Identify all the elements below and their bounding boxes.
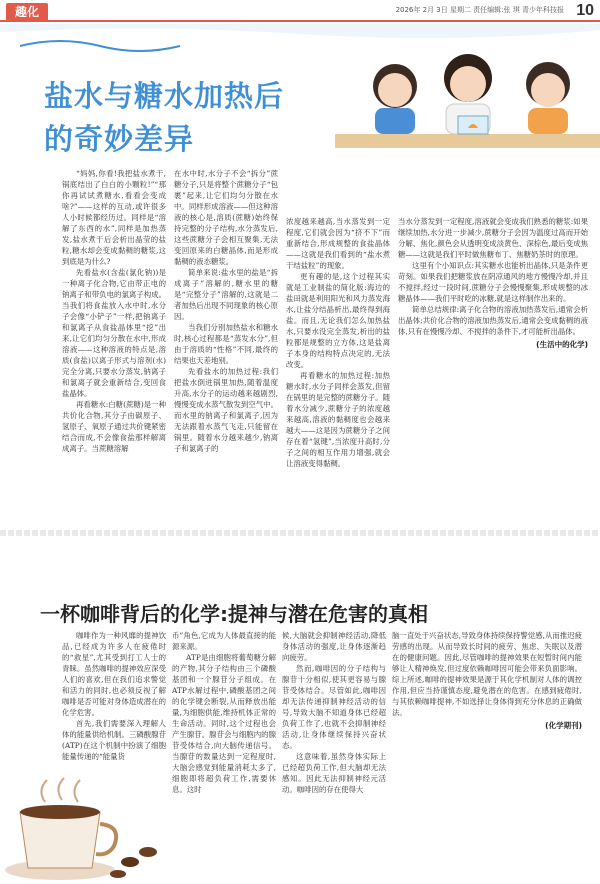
paragraph: 然而,咖啡因的分子结构与腺苷十分相似,使其更容易与腺苷受体结合。尽管如此,咖啡因却无法传递抑制神经活动的信号,导致大脑不知道身体已经超负荷工作了,也就不会抑制神经活动,让身体继续保持兴奋状态。 — [282, 664, 386, 750]
article2-column-2 — [172, 630, 276, 795]
article2-column-1 — [62, 630, 166, 762]
coffee-bean-icon — [110, 870, 126, 878]
paragraph: ATP是由细胞将葡萄糖分解的产物,其分子结构由三个磷酸基团和一个腺苷分子组成。在ATP水解过程中,磷酸基团之间的化学键会断裂,从而释放出能量,为细胞供能,维持机体正常的生命活动。同时,这个过程也会产生腺苷。腺苷会与细胞内的腺苷受体结合,向大脑传递信号。当腺苷的数量达到一定程度时,大脑会感觉到能量消耗太多了,细胞即将超负荷工作,需要休息。这时 — [172, 653, 276, 794]
paragraph: 先看盐水的加热过程:我们把盐水倒进锅里加热,随着温度升高,水分子的运动越来越剧烈,慢慢变成水蒸气散发到空气中。而水里的钠离子和氯离子,因为无法跟着水蒸气飞走,只能留在锅里。随着水分越来越少,钠离子和氯离子的 — [174, 367, 278, 453]
hero-banner — [0, 24, 600, 160]
paragraph: 脑一直处于兴奋状态,导致身体持续保持警觉感,从而推迟疲劳感的出现。从而导致长时间的疲劳、焦虑、失眠以及潜在的健康问题。因此,尽管咖啡的提神效果在短暂时间内能够让人精神焕发,但过度依赖咖啡因可能会带来负面影响。综上所述,咖啡的提神效果是源于其化学机制对人体的调控作用,但应当持谨慎态度,避免潜在的危害。在感到疲倦时,与其依赖咖啡提神,不如选择让身体得到充分休息的正确做法。 — [392, 631, 582, 717]
header-meta: 2026年 2月 3日 星期二 责任编辑:张 琪 青少年科技报 — [395, 6, 564, 14]
section-tag: 趣化 — [6, 3, 48, 21]
coffee-bean-icon — [121, 857, 139, 867]
burner-icon — [458, 116, 488, 134]
article2-column-3 — [282, 630, 386, 795]
coffee-illustration — [0, 752, 170, 884]
paragraph: 候,大脑就会抑制神经活动,降低身体活动的强度,让身体逐渐趋向疲劳。 — [282, 631, 386, 662]
child-right-icon — [526, 62, 570, 134]
article1-source: (生活中的化学) — [536, 340, 588, 349]
paragraph: 当我们分别加热盐水和糖水时,核心过程都是“蒸发水分”,但由于溶质的“性格”不同,最终的结果也天差地别。 — [174, 323, 278, 365]
paragraph: 先看盐水(含盐(氯化钠))是一种离子化合物,它由带正电的钠离子和带负电的氯离子构成。当我们将食盐放入水中时,水分子会像“小铲子”一样,把钠离子和氯离子从食盐晶体里“挖”出来,让它们均匀分散在水中,形成溶液——这种溶液的特点是,溶质(食盐)以离子形式与溶剂(水)完全分离,只要水分蒸发,钠离子和氯离子就会重新结合,变回食盐晶体。 — [62, 268, 166, 398]
article1-column-4 — [398, 216, 588, 350]
paragraph: 首先,我们需要深入理解人体的能量供给机制。三磷酸腺苷(ATP)在这个机制中扮演了细胞能量传递的“能量货 — [62, 719, 166, 761]
paragraph: 再看糖水:白糖(蔗糖)是一种共价化合物,其分子由碳原子、氢原子、氧原子通过共价键紧密结合而成,不会像食盐那样解离成离子。当蔗糖溶解 — [62, 400, 166, 453]
article2-column-4 — [392, 630, 582, 731]
paragraph: 币”角色,它成为人体最直接的能源来源。 — [172, 631, 276, 651]
page-header — [0, 0, 600, 22]
paragraph: 简单来说:盐水里的盐是“拆成离子”溶解的,糖水里的糖是“完整分子”溶解的,这就是二者加热后出现不同现象的核心原因。 — [174, 268, 278, 321]
coffee-cup-icon — [0, 752, 170, 884]
paragraph: 当水分蒸发到一定程度,溶液就会变成我们熟悉的糖浆:如果继续加热,水分进一步减少,蔗糖分子会因为温度过高而开始分解、焦化,颜色会从透明变成淡黄色、深棕色,最后变成焦糖——这就是我们平时做焦糖布丁、焦糖奶茶时的原理。 — [398, 217, 588, 259]
paragraph: “妈妈,你看!我把盐水煮干,锅底结出了白白的小颗粒!”“那你再试试煮糖水,看看会变成啥?”——这样的互动,或许很多人小时候都经历过。同样是“溶解了东西的水”,同样是加热蒸发,盐水煮干后会析出晶莹的盐粒,糖水却会变成黏稠的糖浆,这到底是为什么? — [62, 169, 166, 266]
section-divider — [0, 530, 600, 536]
paragraph: 浓度越来越高,当水蒸发到一定程度,它们就会因为“挤不下”而重新结合,形成规整的食盐晶体——这就是我们看到的“盐水煮干结盐粒”的现象。 — [286, 217, 390, 270]
paragraph: 再看糖水的加热过程:加热糖水时,水分子同样会蒸发,但留在锅里的是完整的蔗糖分子。随着水分减少,蔗糖分子的浓度越来越高,溶液的黏稠度也会越来越大——这是因为蔗糖分子之间存在着“氢键”,当浓度升高时,分子之间的相互作用力增强,就会让溶液变得黏稠。 — [286, 371, 390, 468]
article1-body — [62, 168, 590, 498]
paragraph: 更有趣的是,这个过程其实就是工业制盐的简化版:海边的盐田就是利用阳光和风力蒸发海水,让盐分结晶析出,最终得到海盐。而且,无论我们怎么加热盐水,只要水没完全蒸发,析出的盐粒都是规整的立方体,这是盐离子本身的结构特点决定的,无法改变。 — [286, 272, 390, 369]
article1-column-3 — [286, 216, 390, 469]
child-left-icon — [373, 64, 417, 134]
article1-column-2 — [174, 168, 278, 454]
coffee-bean-icon — [139, 847, 157, 857]
paragraph: 简单总结规律:离子化合物的溶液加热蒸发后,通常会析出晶体;共价化合物的溶液加热蒸发后,通常会变成黏稠的液体,只有在慢慢冷却、不搅拌的条件下,才可能析出晶体。 — [398, 305, 588, 336]
paragraph: 咖啡作为一种风靡的提神饮品,已经成为许多人在疲倦时的“救星”,尤其受到打工人士的青睐。虽然咖啡的提神效应深受人们的喜欢,但在我们追求警觉和活力的同时,也必须反视了解咖啡是否可能对身体造成潜在的化学危害。 — [62, 631, 166, 717]
article1-title — [44, 74, 284, 158]
article1-column-1 — [62, 168, 166, 454]
paragraph: 这里有个小知识点:其实糖水也能析出晶体,只是条件更苛刻。如果我们把糖浆放在阴凉通风的地方慢慢冷却,并且不搅拌,经过一段时间,蔗糖分子会慢慢聚集,形成规整的冰糖晶体——我们平时吃的冰糖,就是这样制作出来的。 — [398, 261, 588, 303]
article2-title: 一杯咖啡背后的化学:提神与潜在危害的真相 — [40, 602, 428, 626]
article1-title-line1: 盐水与糖水加热后 — [44, 79, 285, 113]
article1-title-line2: 的奇妙差异 — [44, 122, 195, 156]
article2-source: (化学期刊) — [545, 721, 582, 730]
paragraph: 在水中时,水分子不会“拆分”蔗糖分子,只是将整个蔗糖分子“包裹”起来,让它们均匀分散在水中。同样形成溶液——但这种溶液的核心是,溶质(蔗糖)始终保持完整的分子结构,水分蒸发后,这些蔗糖分子会相互聚集,无法变回原来的白糖晶体,而是形成黏稠的液态糖浆。 — [174, 169, 278, 266]
paragraph: 这意味着,虽然身体实际上已经超负荷工作,但大脑却无法感知。因此无法抑制神经元活动。咖啡因的存在使得大 — [282, 752, 386, 794]
wave-decoration — [20, 41, 180, 51]
page-number: 10 — [576, 2, 594, 19]
